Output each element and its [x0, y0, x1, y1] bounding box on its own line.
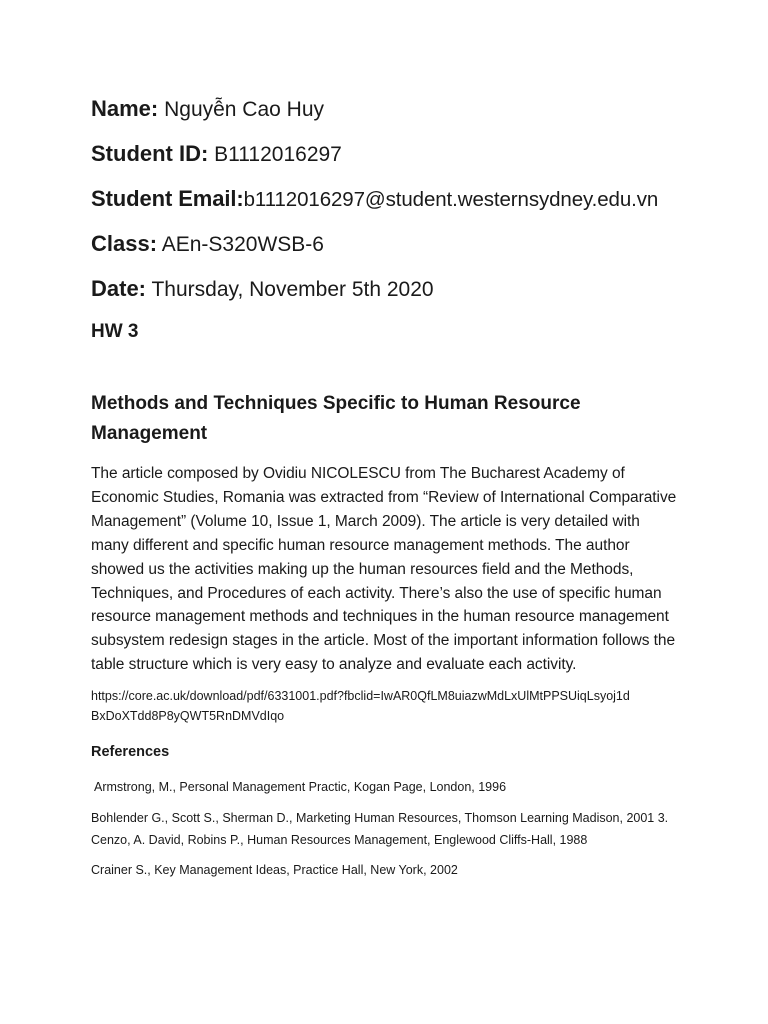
references-heading: References: [91, 744, 170, 761]
reference-item: Armstrong, M., Personal Management Practic, Kogan Page, London, 1996: [94, 780, 507, 795]
date-label: Date:: [91, 276, 147, 301]
article-summary: The article composed by Ovidiu NICOLESCU from The Bucharest Academy of Economic Studies, Romania was extracted from “Review of International Comparative Management” (Volume 10, Issue 1, March 2009). The article is very detailed with many different and specific human resource management methods. The author showed us the activities making up the human resources field and the Methods, Techniques, and Procedures of each activity. There’s also the use of specific human resource management methods and techniques in the human resource management subsystem redesign stages in the article. Most of the important information follows the table structure which is very easy to analyze and evaluate each activity.: [91, 465, 677, 674]
student-name-line: [91, 94, 691, 125]
student-email-label: Student Email:: [91, 186, 244, 211]
article-url: https://core.ac.uk/download/pdf/6331001.pdf?fbclid=IwAR0QfLM8uiazwMdLxUlMtPPSUiqLsyoj1dBxDoXTdd8P8yQWT5RnDMVdIqo: [91, 689, 630, 724]
date-value: Thursday, November 5th 2020: [151, 278, 434, 301]
name-label: Name:: [91, 96, 159, 121]
article-title: Methods and Techniques Specific to Human Resource Management: [91, 393, 581, 444]
class-line: [91, 229, 691, 260]
reference-item: Bohlender G., Scott S., Sherman D., Marketing Human Resources, Thomson Learning Madison, 2001 3. Cenzo, A. David, Robins P., Human Resources Management, Englewood Cliffs-Hall, 1988: [91, 811, 669, 848]
student-email-value: b1112016297@student.westernsydney.edu.vn: [243, 188, 659, 211]
student-id-label: Student ID:: [91, 141, 209, 166]
student-id-value: B1112016297: [214, 143, 342, 166]
name-value: Nguyễn Cao Huy: [164, 98, 325, 121]
class-label: Class:: [91, 231, 158, 256]
date-line: [91, 274, 691, 305]
reference-item: Crainer S., Key Management Ideas, Practice Hall, New York, 2002: [91, 863, 458, 878]
student-email-line: [91, 184, 691, 215]
class-value: AEn-S320WSB-6: [161, 233, 324, 256]
assignment-label: HW 3: [91, 321, 139, 342]
student-id-line: [91, 139, 691, 170]
document-content: [91, 94, 691, 889]
